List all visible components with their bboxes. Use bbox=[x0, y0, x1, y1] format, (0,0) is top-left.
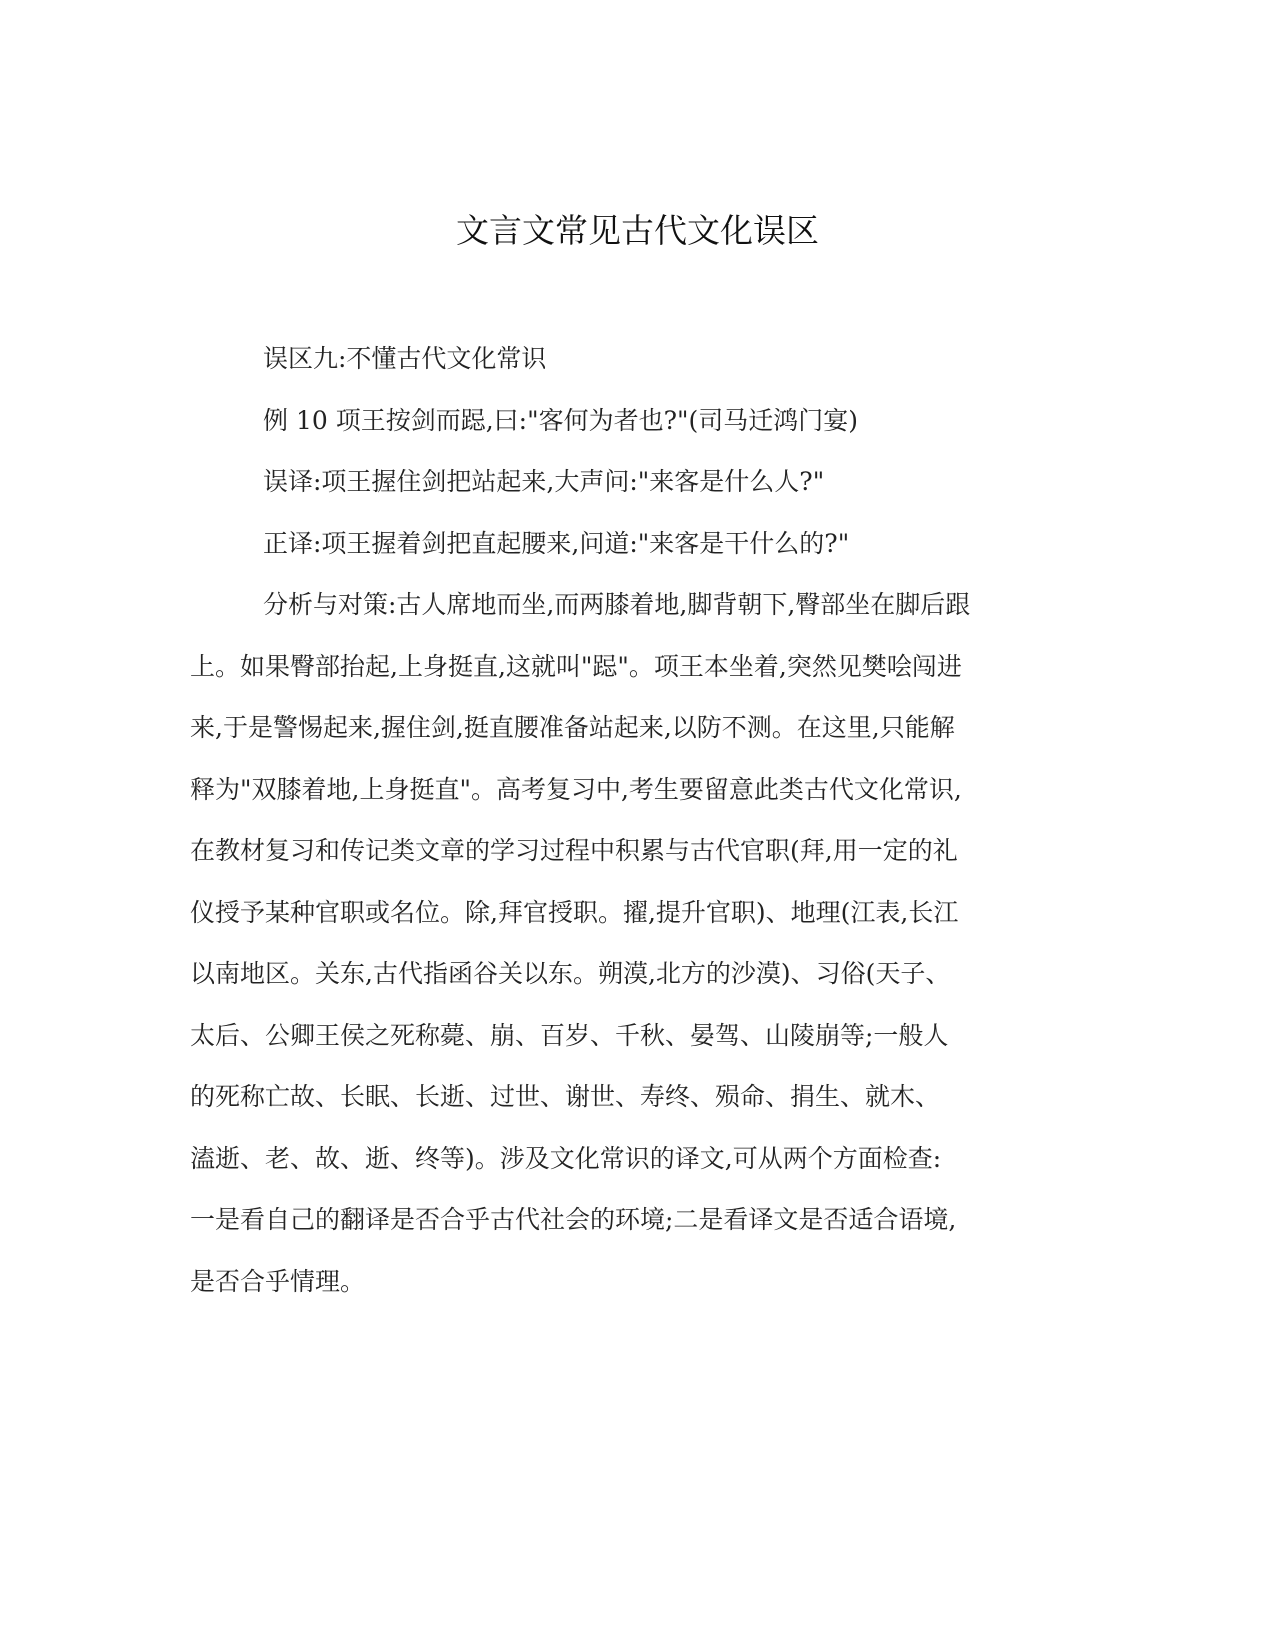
analysis-line: 一是看自己的翻译是否合乎古代社会的环境;二是看译文是否适合语境, bbox=[190, 1205, 957, 1234]
document-body bbox=[190, 328, 1080, 1312]
analysis-line: 释为"双膝着地,上身挺直"。高考复习中,考生要留意此类古代文化常识, bbox=[190, 774, 962, 804]
correct-translation: 正译:项王握着剑把直起腰来,问道:"来客是干什么的?" bbox=[263, 528, 850, 558]
wrong-translation: 误译:项王握住剑把站起来,大声问:"来客是什么人?" bbox=[263, 467, 825, 496]
analysis-line: 分析与对策:古人席地而坐,而两膝着地,脚背朝下,臀部坐在脚后跟 bbox=[263, 590, 971, 619]
analysis-line: 在教材复习和传记类文章的学习过程中积累与古代官职(拜,用一定的礼 bbox=[190, 836, 958, 865]
analysis-line: 的死称亡故、长眠、长逝、过世、谢世、寿终、殒命、捐生、就木、 bbox=[190, 1082, 941, 1111]
section-heading: 误区九:不懂古代文化常识 bbox=[263, 344, 547, 373]
analysis-line: 以南地区。关东,古代指函谷关以东。朔漠,北方的沙漠)、习俗(天子、 bbox=[190, 959, 951, 988]
analysis-line: 仪授予某种官职或名位。除,拜官授职。擢,提升官职)、地理(江表,长江 bbox=[190, 897, 959, 927]
analysis-line: 来,于是警惕起来,握住剑,挺直腰准备站起来,以防不测。在这里,只能解 bbox=[190, 713, 955, 742]
analysis-line: 上。如果臀部抬起,上身挺直,这就叫"跽"。项王本坐着,突然见樊哙闯进 bbox=[190, 651, 962, 681]
document-title: 文言文常见古代文化误区 bbox=[456, 211, 819, 250]
analysis-line: 溘逝、老、故、逝、终等)。涉及文化常识的译文,可从两个方面检查: bbox=[190, 1143, 942, 1173]
analysis-line: 是否合乎情理。 bbox=[190, 1266, 366, 1296]
example-sentence: 例 10 项王按剑而跽,曰:"客何为者也?"(司马迁鸿门宴) bbox=[263, 405, 858, 435]
analysis-line: 太后、公卿王侯之死称薨、崩、百岁、千秋、晏驾、山陵崩等;一般人 bbox=[190, 1020, 949, 1050]
